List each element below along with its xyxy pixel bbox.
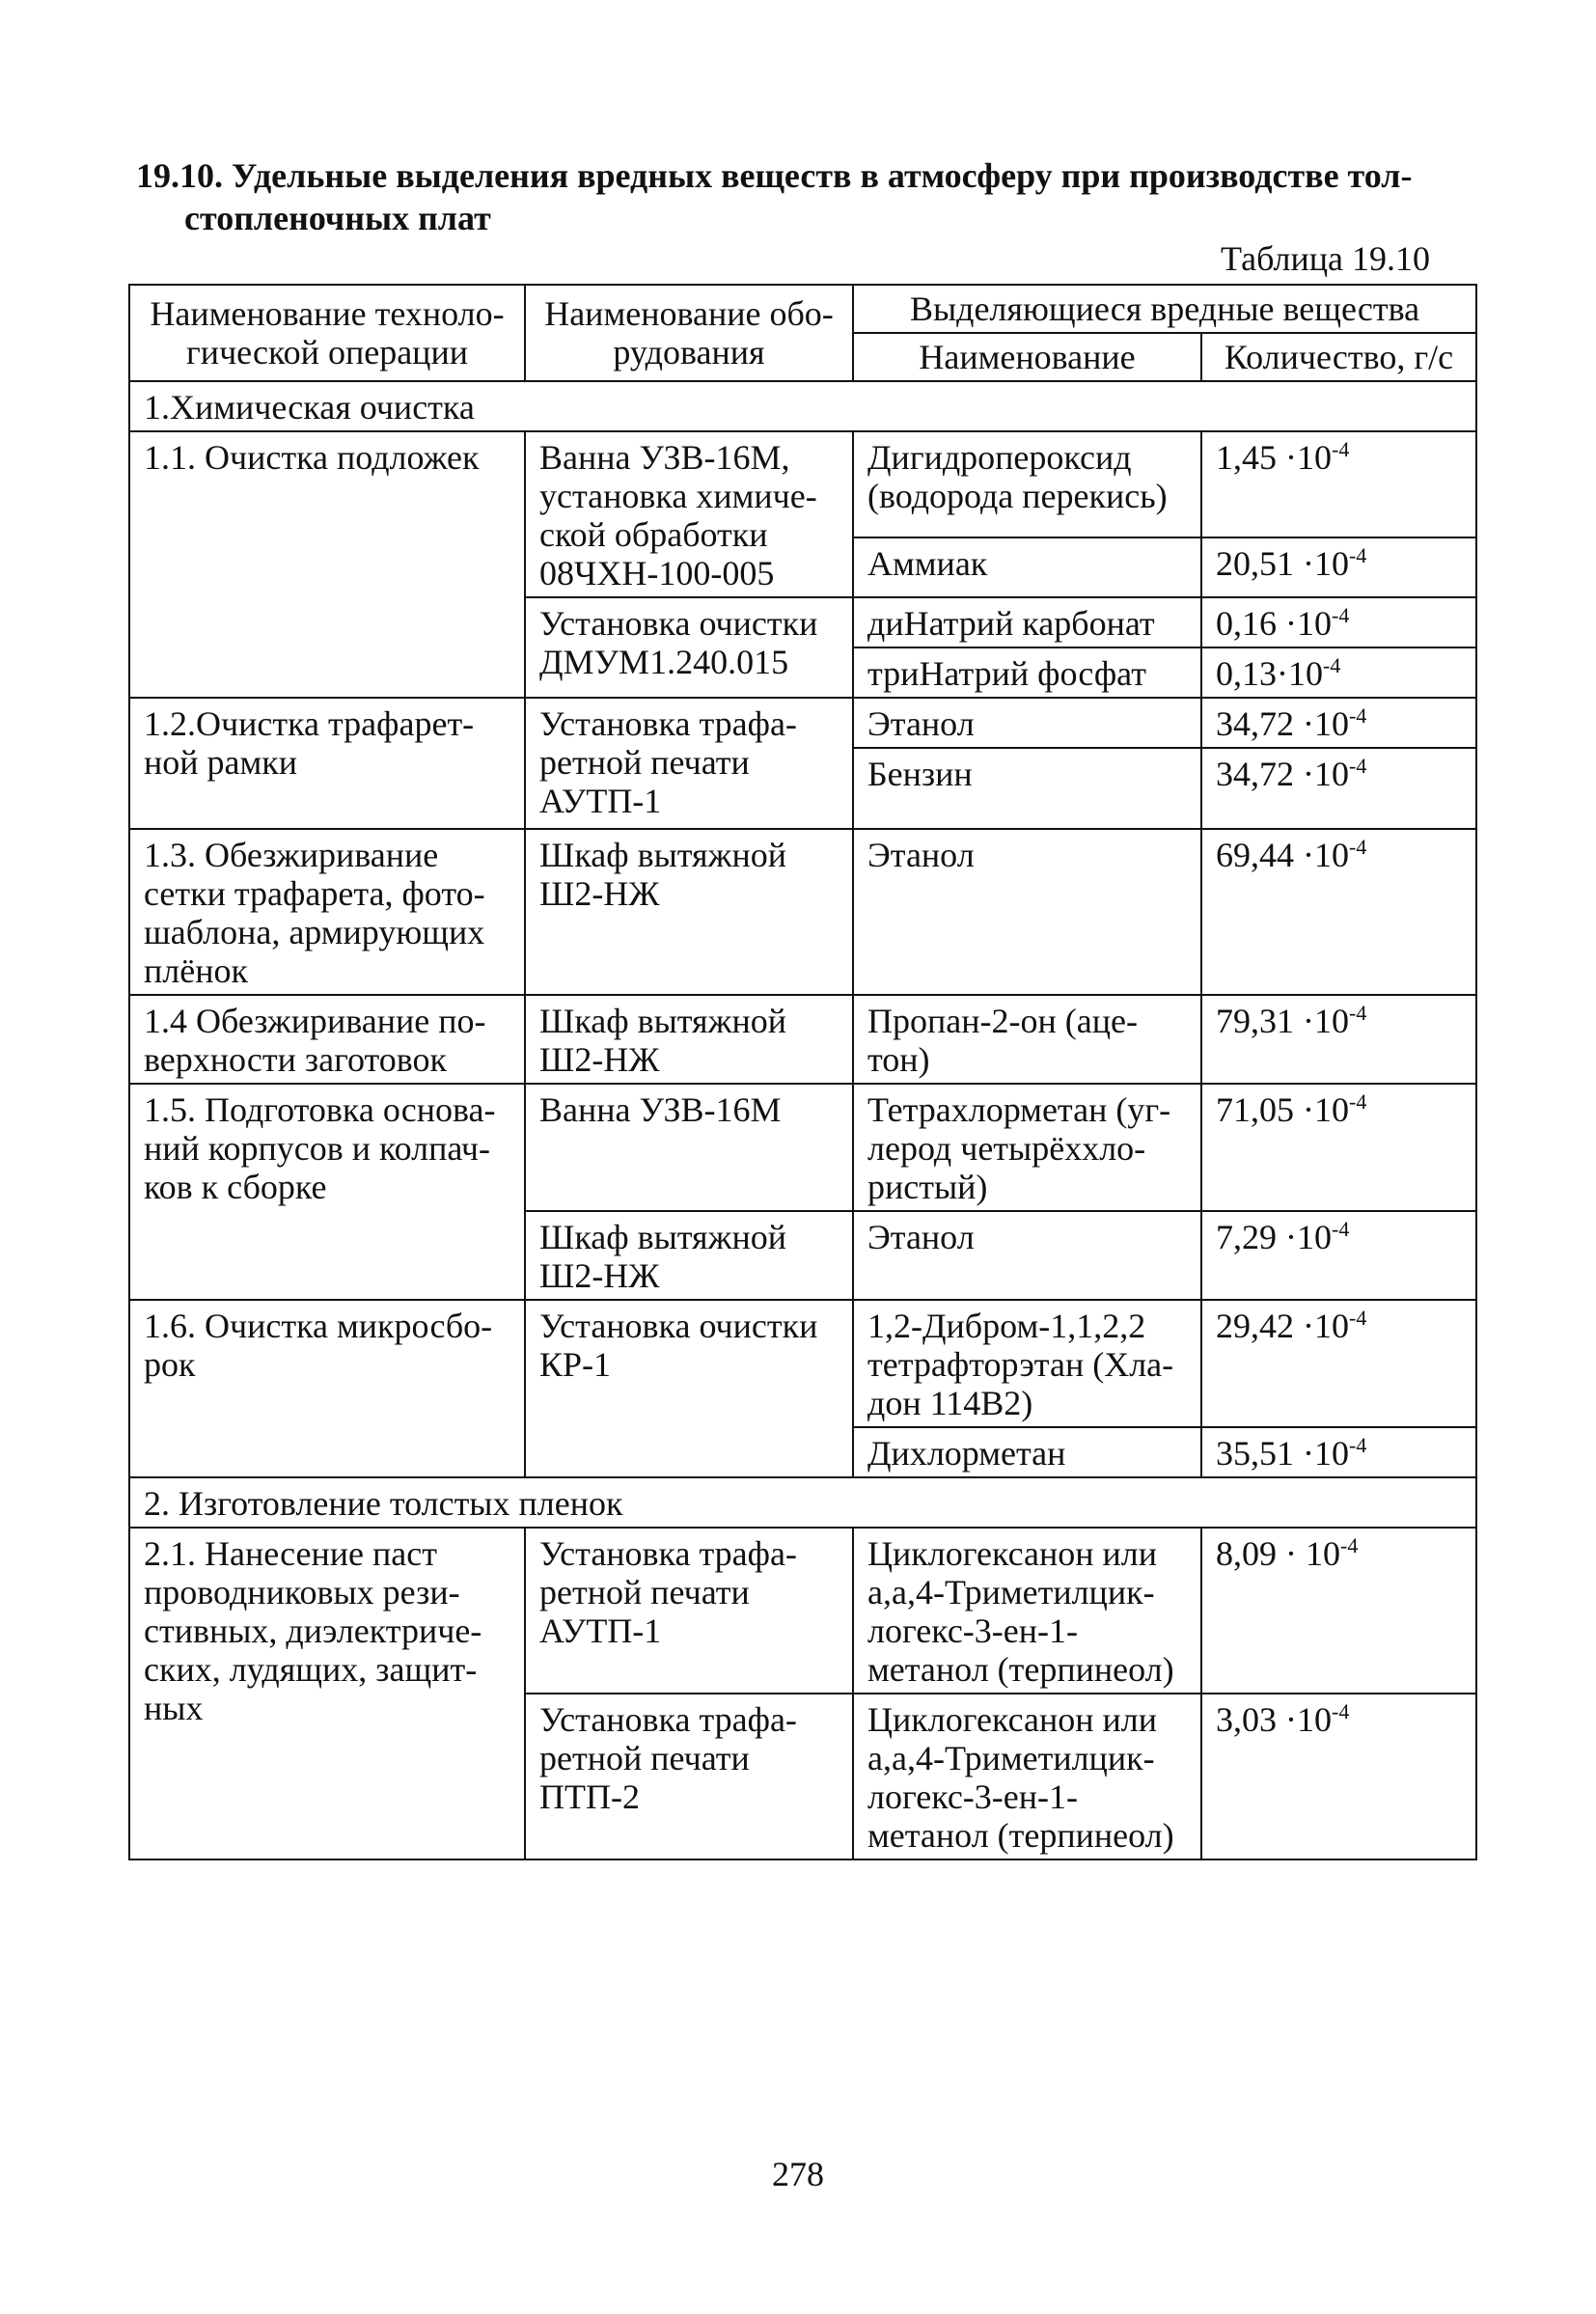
substance-cell: Дихлорметан	[853, 1427, 1201, 1477]
header-substance-name: Наименование	[853, 333, 1201, 381]
quantity-cell: $29,42 \cdot 10^{-4}$	[1201, 1300, 1476, 1427]
substance-cell: Пропан-2-он (аце-тон)	[853, 995, 1201, 1084]
substance-cell: 1,2-Дибром-1,1,2,2 тетрафторэтан (Хла-дон 114В2)	[853, 1300, 1201, 1427]
section-row	[129, 1477, 1476, 1528]
table-row	[129, 995, 1476, 1084]
substance-cell: Этанол	[853, 698, 1201, 748]
header-equipment: Наименование обо-рудования	[525, 285, 853, 381]
quantity-cell: $34,72 \cdot 10^{-4}$	[1201, 698, 1476, 748]
equipment-cell: Ванна УЗВ-16М	[525, 1084, 853, 1211]
section-heading	[136, 154, 1468, 239]
quantity-cell: $1,45 \cdot 10^{-4}$	[1201, 431, 1476, 537]
quantity-cell: $35,51 \cdot 10^{-4}$	[1201, 1427, 1476, 1477]
operation-cell: 1.1. Очистка подложек	[129, 431, 525, 698]
quantity-cell: $69,44 \cdot 10^{-4}$	[1201, 829, 1476, 995]
operation-cell: 1.3. Обезжиривание сетки трафарета, фото-шаблона, армирующих плёнок	[129, 829, 525, 995]
equipment-cell: Установка трафа-ретной печати АУТП-1	[525, 698, 853, 829]
substance-cell: Дигидропероксид (водорода перекись)	[853, 431, 1201, 537]
substance-cell: Тетрахлорметан (уг-лерод четырёххло-ристый)	[853, 1084, 1201, 1211]
substance-cell: Этанол	[853, 829, 1201, 995]
equipment-cell: Шкаф вытяжной Ш2-НЖ	[525, 1211, 853, 1300]
table-row	[129, 1300, 1476, 1427]
heading-line-1: 19.10. Удельные выделения вредных веществ в атмосферу при производстве тол-	[136, 156, 1413, 195]
table-row	[129, 698, 1476, 748]
substance-cell: Аммиак	[853, 537, 1201, 597]
table-caption: Таблица 19.10	[1221, 239, 1430, 278]
operation-cell: 1.2.Очистка трафарет-ной рамки	[129, 698, 525, 829]
table-row	[129, 1084, 1476, 1211]
equipment-cell: Установка очистки ДМУМ1.240.015	[525, 597, 853, 698]
section-row	[129, 381, 1476, 431]
table-row	[129, 1528, 1476, 1694]
quantity-cell: $0,13\cdot 10^{-4}$	[1201, 647, 1476, 698]
operation-cell: 2.1. Нанесение паст проводниковых рези-стивных, диэлектриче-ских, лудящих, защит-ных	[129, 1528, 525, 1859]
equipment-cell: Шкаф вытяжной Ш2-НЖ	[525, 829, 853, 995]
substance-cell: диНатрий карбонат	[853, 597, 1201, 647]
quantity-cell: $20,51 \cdot 10^{-4}$	[1201, 537, 1476, 597]
substance-cell: Этанол	[853, 1211, 1201, 1300]
quantity-cell: $0,16 \cdot 10^{-4}$	[1201, 597, 1476, 647]
equipment-cell: Ванна УЗВ-16М, установка химиче-ской обработки 08ЧХН-100-005	[525, 431, 853, 597]
operation-cell: 1.4 Обезжиривание по-верхности заготовок	[129, 995, 525, 1084]
equipment-cell: Установка очистки КР-1	[525, 1300, 853, 1477]
quantity-cell: $79,31 \cdot 10^{-4}$	[1201, 995, 1476, 1084]
section-title: 1.Химическая очистка	[129, 381, 1476, 431]
table-row	[129, 431, 1476, 537]
equipment-cell: Установка трафа-ретной печати АУТП-1	[525, 1528, 853, 1694]
page-number: 278	[772, 2155, 824, 2193]
quantity-cell: $3,03 \cdot 10^{-4}$	[1201, 1694, 1476, 1859]
operation-cell: 1.6. Очистка микросбо-рок	[129, 1300, 525, 1477]
operation-cell: 1.5. Подготовка основа-ний корпусов и колпач-ков к сборке	[129, 1084, 525, 1300]
substance-cell: Циклогексанон или а,а,4-Триметилцик-логекс-3-ен-1-метанол (терпинеол)	[853, 1528, 1201, 1694]
substance-cell: Циклогексанон или а,а,4-Триметилцик-логекс-3-ен-1-метанол (терпинеол)	[853, 1694, 1201, 1859]
header-operation: Наименование техноло-гической операции	[129, 285, 525, 381]
table-row	[129, 829, 1476, 995]
quantity-cell: $71,05 \cdot 10^{-4}$	[1201, 1084, 1476, 1211]
heading-line-2: стопленочных плат	[184, 199, 491, 237]
emissions-table	[128, 284, 1477, 1860]
table-header-row	[129, 285, 1476, 333]
equipment-cell: Шкаф вытяжной Ш2-НЖ	[525, 995, 853, 1084]
substance-cell: Бензин	[853, 748, 1201, 829]
quantity-cell: $7,29 \cdot 10^{-4}$	[1201, 1211, 1476, 1300]
header-substances-group: Выделяющиеся вредные вещества	[853, 285, 1476, 333]
quantity-cell: $34,72 \cdot 10^{-4}$	[1201, 748, 1476, 829]
substance-cell: триНатрий фосфат	[853, 647, 1201, 698]
section-title: 2. Изготовление толстых пленок	[129, 1477, 1476, 1528]
header-quantity: Количество, г/с	[1201, 333, 1476, 381]
quantity-cell: $8,09 \cdot 10^{-4}$	[1201, 1528, 1476, 1694]
equipment-cell: Установка трафа-ретной печати ПТП-2	[525, 1694, 853, 1859]
